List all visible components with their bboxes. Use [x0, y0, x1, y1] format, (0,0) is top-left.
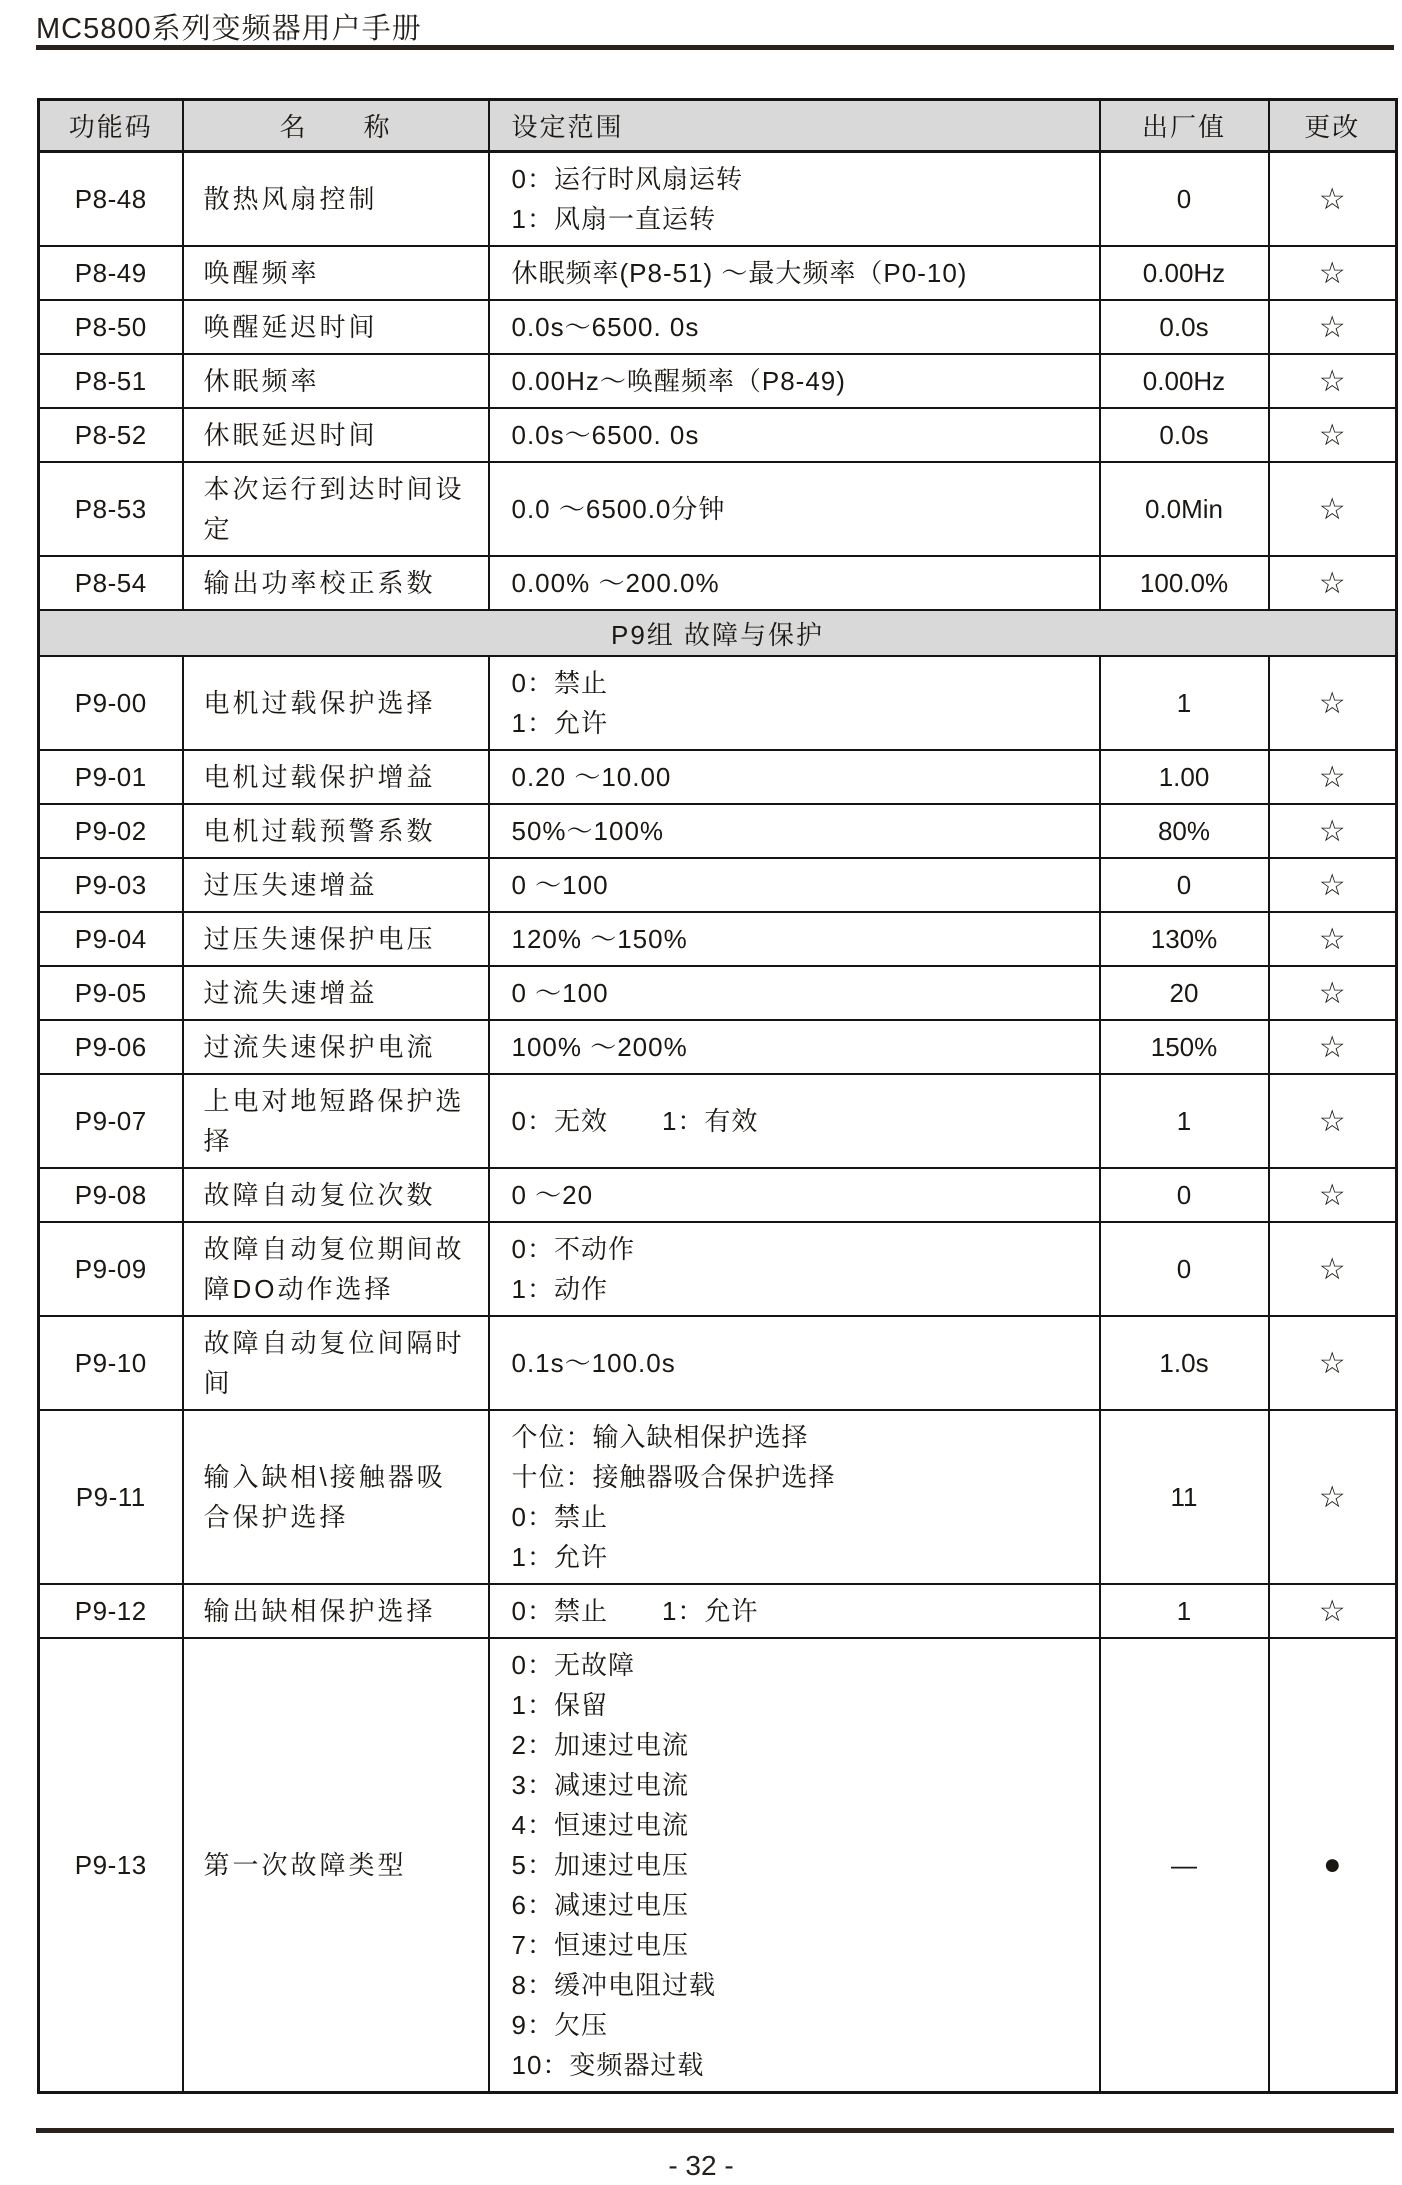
function-code-cell: P9-08: [39, 1168, 183, 1222]
function-code-cell: P9-02: [39, 804, 183, 858]
range-line: 120% ～150%: [511, 924, 688, 954]
star-icon: ☆: [1269, 556, 1397, 610]
range-line: 0.1s～100.0s: [511, 1348, 676, 1378]
factory-value-cell: 0.0s: [1100, 300, 1269, 354]
range-line: 0.00% ～200.0%: [511, 568, 720, 598]
range-line: 休眠频率(P8-51) ～最大频率（P0-10): [511, 258, 968, 288]
range-line: 10：变频器过载: [511, 2050, 705, 2080]
range-line: 1：允许: [511, 708, 608, 738]
setting-range-cell: [489, 300, 1100, 354]
range-line: 0.00Hz～唤醒频率（P8-49): [511, 366, 846, 396]
range-line: 0：禁止 1：允许: [511, 1596, 759, 1626]
document-title: MC5800系列变频器用户手册: [36, 13, 422, 45]
parameter-name-cell: 过流失速增益: [183, 966, 489, 1020]
function-code-cell: P8-53: [39, 462, 183, 556]
range-line: 1：保留: [511, 1690, 608, 1720]
table-row: [39, 556, 1397, 610]
footer-rule: [36, 2128, 1394, 2133]
function-code-cell: P9-12: [39, 1584, 183, 1638]
column-header-setting-range: 设定范围: [489, 100, 1100, 152]
parameter-name-cell: 故障自动复位间隔时间: [183, 1316, 489, 1410]
function-code-cell: P9-00: [39, 656, 183, 750]
setting-range-cell: [489, 912, 1100, 966]
factory-value-cell: 1.00: [1100, 750, 1269, 804]
column-header-factory-value: 出厂值: [1100, 100, 1269, 152]
parameter-name-cell: 休眠频率: [183, 354, 489, 408]
factory-value-cell: 0.0Min: [1100, 462, 1269, 556]
star-icon: ☆: [1269, 408, 1397, 462]
column-header-function-code: 功能码: [39, 100, 183, 152]
parameter-name-cell: 散热风扇控制: [183, 152, 489, 247]
range-line: 0.0s～6500. 0s: [511, 312, 700, 342]
star-icon: ☆: [1269, 656, 1397, 750]
parameter-name-cell: 故障自动复位期间故障DO动作选择: [183, 1222, 489, 1316]
range-line: 个位：输入缺相保护选择: [511, 1422, 809, 1452]
factory-value-cell: 1: [1100, 1074, 1269, 1168]
range-line: 4：恒速过电流: [511, 1810, 689, 1840]
factory-value-cell: 100.0%: [1100, 556, 1269, 610]
column-header-name: 名 称: [183, 100, 489, 152]
parameter-name-cell: 过流失速保护电流: [183, 1020, 489, 1074]
factory-value-cell: 130%: [1100, 912, 1269, 966]
range-line: 0：不动作: [511, 1234, 635, 1264]
parameter-name-cell: 过压失速增益: [183, 858, 489, 912]
star-icon: ☆: [1269, 858, 1397, 912]
table-row: [39, 1316, 1397, 1410]
factory-value-cell: 0.00Hz: [1100, 354, 1269, 408]
setting-range-cell: [489, 858, 1100, 912]
range-line: 0 ～20: [511, 1180, 594, 1210]
star-icon: ☆: [1269, 462, 1397, 556]
star-icon: ☆: [1269, 1316, 1397, 1410]
setting-range-cell: [489, 408, 1100, 462]
table-row: [39, 408, 1397, 462]
setting-range-cell: [489, 462, 1100, 556]
range-line: 1：允许: [511, 1542, 608, 1572]
parameter-name-cell: 故障自动复位次数: [183, 1168, 489, 1222]
star-icon: ☆: [1269, 1020, 1397, 1074]
table-row: [39, 1410, 1397, 1584]
parameter-name-cell: 上电对地短路保护选择: [183, 1074, 489, 1168]
factory-value-cell: 20: [1100, 966, 1269, 1020]
range-line: 0：禁止: [511, 1502, 608, 1532]
star-icon: ☆: [1269, 1074, 1397, 1168]
table-row: [39, 462, 1397, 556]
setting-range-cell: [489, 1020, 1100, 1074]
function-code-cell: P8-54: [39, 556, 183, 610]
range-line: 50%～100%: [511, 816, 665, 846]
factory-value-cell: 11: [1100, 1410, 1269, 1584]
parameter-name-cell: 电机过载保护增益: [183, 750, 489, 804]
setting-range-cell: [489, 152, 1100, 247]
parameter-name-cell: 唤醒频率: [183, 246, 489, 300]
table-row: [39, 1168, 1397, 1222]
function-code-cell: P9-03: [39, 858, 183, 912]
table-row: [39, 966, 1397, 1020]
factory-value-cell: 1: [1100, 656, 1269, 750]
table-row: [39, 1074, 1397, 1168]
star-icon: ☆: [1269, 1168, 1397, 1222]
function-code-cell: P9-10: [39, 1316, 183, 1410]
table-row: [39, 804, 1397, 858]
table-row: [39, 912, 1397, 966]
range-line: 7：恒速过电压: [511, 1930, 689, 1960]
star-icon: ☆: [1269, 246, 1397, 300]
star-icon: ☆: [1269, 804, 1397, 858]
parameter-name-cell: 唤醒延迟时间: [183, 300, 489, 354]
table-body: [39, 152, 1397, 2093]
range-line: 9：欠压: [511, 2010, 608, 2040]
table-row: [39, 1638, 1397, 2093]
range-line: 十位：接触器吸合保护选择: [511, 1462, 836, 1492]
factory-value-cell: 0: [1100, 858, 1269, 912]
setting-range-cell: [489, 556, 1100, 610]
parameter-name-cell: 输出缺相保护选择: [183, 1584, 489, 1638]
setting-range-cell: [489, 1584, 1100, 1638]
star-icon: ☆: [1269, 1222, 1397, 1316]
parameter-name-cell: 本次运行到达时间设定: [183, 462, 489, 556]
table-row: [39, 1584, 1397, 1638]
range-line: 0：无故障: [511, 1650, 635, 1680]
function-code-cell: P9-11: [39, 1410, 183, 1584]
table-header-row: [39, 100, 1397, 152]
star-icon: ☆: [1269, 152, 1397, 247]
function-code-cell: P8-48: [39, 152, 183, 247]
function-code-cell: P9-01: [39, 750, 183, 804]
range-line: 3：减速过电流: [511, 1770, 689, 1800]
range-line: 6：减速过电压: [511, 1890, 689, 1920]
header-rule: [36, 45, 1394, 50]
range-line: 1：风扇一直运转: [511, 204, 716, 234]
setting-range-cell: [489, 1316, 1100, 1410]
table-row: [39, 1222, 1397, 1316]
column-header-change: 更改: [1269, 100, 1397, 152]
factory-value-cell: 0.00Hz: [1100, 246, 1269, 300]
range-line: 1：动作: [511, 1274, 608, 1304]
function-code-cell: P9-09: [39, 1222, 183, 1316]
star-icon: ☆: [1269, 1584, 1397, 1638]
function-code-cell: P9-04: [39, 912, 183, 966]
factory-value-cell: —: [1100, 1638, 1269, 2093]
range-line: 0.0s～6500. 0s: [511, 420, 700, 450]
star-icon: ☆: [1269, 912, 1397, 966]
page-number: - 32 -: [668, 2150, 734, 2181]
range-line: 0 ～100: [511, 978, 609, 1008]
function-code-cell: P8-50: [39, 300, 183, 354]
function-code-cell: P9-07: [39, 1074, 183, 1168]
setting-range-cell: [489, 354, 1100, 408]
star-icon: ☆: [1269, 966, 1397, 1020]
section-title: P9组 故障与保护: [39, 610, 1397, 656]
range-line: 0 ～100: [511, 870, 609, 900]
table-row: [39, 300, 1397, 354]
filled-circle-icon: ●: [1269, 1638, 1397, 2093]
factory-value-cell: 1: [1100, 1584, 1269, 1638]
table-header: [39, 100, 1397, 152]
section-header-row: [39, 610, 1397, 656]
parameter-name-cell: 电机过载预警系数: [183, 804, 489, 858]
factory-value-cell: 1.0s: [1100, 1316, 1269, 1410]
parameter-name-cell: 第一次故障类型: [183, 1638, 489, 2093]
table-row: [39, 152, 1397, 247]
star-icon: ☆: [1269, 300, 1397, 354]
star-icon: ☆: [1269, 750, 1397, 804]
factory-value-cell: 80%: [1100, 804, 1269, 858]
range-line: 5：加速过电压: [511, 1850, 689, 1880]
range-line: 0：禁止: [511, 668, 608, 698]
star-icon: ☆: [1269, 1410, 1397, 1584]
setting-range-cell: [489, 1638, 1100, 2093]
table-row: [39, 750, 1397, 804]
function-code-cell: P9-05: [39, 966, 183, 1020]
setting-range-cell: [489, 1168, 1100, 1222]
function-code-cell: P9-13: [39, 1638, 183, 2093]
setting-range-cell: [489, 1074, 1100, 1168]
range-line: 0：运行时风扇运转: [511, 164, 743, 194]
parameter-name-cell: 电机过载保护选择: [183, 656, 489, 750]
table-row: [39, 858, 1397, 912]
range-line: 8：缓冲电阻过载: [511, 1970, 716, 2000]
range-line: 100% ～200%: [511, 1032, 688, 1062]
setting-range-cell: [489, 1222, 1100, 1316]
range-line: 0：无效 1：有效: [511, 1106, 759, 1136]
setting-range-cell: [489, 246, 1100, 300]
function-code-cell: P8-52: [39, 408, 183, 462]
range-line: 0.20 ～10.00: [511, 762, 672, 792]
function-code-cell: P8-51: [39, 354, 183, 408]
range-line: 0.0 ～6500.0分钟: [511, 494, 726, 524]
parameter-name-cell: 过压失速保护电压: [183, 912, 489, 966]
factory-value-cell: 0: [1100, 1168, 1269, 1222]
table-row: [39, 656, 1397, 750]
function-code-cell: P8-49: [39, 246, 183, 300]
factory-value-cell: 150%: [1100, 1020, 1269, 1074]
setting-range-cell: [489, 966, 1100, 1020]
parameter-name-cell: 输出功率校正系数: [183, 556, 489, 610]
setting-range-cell: [489, 1410, 1100, 1584]
function-code-cell: P9-06: [39, 1020, 183, 1074]
factory-value-cell: 0.0s: [1100, 408, 1269, 462]
setting-range-cell: [489, 804, 1100, 858]
setting-range-cell: [489, 656, 1100, 750]
table-row: [39, 1020, 1397, 1074]
factory-value-cell: 0: [1100, 1222, 1269, 1316]
range-line: 2：加速过电流: [511, 1730, 689, 1760]
star-icon: ☆: [1269, 354, 1397, 408]
factory-value-cell: 0: [1100, 152, 1269, 247]
table-row: [39, 246, 1397, 300]
parameter-name-cell: 休眠延迟时间: [183, 408, 489, 462]
parameter-table: [37, 98, 1398, 2094]
setting-range-cell: [489, 750, 1100, 804]
table-row: [39, 354, 1397, 408]
parameter-name-cell: 输入缺相\接触器吸合保护选择: [183, 1410, 489, 1584]
